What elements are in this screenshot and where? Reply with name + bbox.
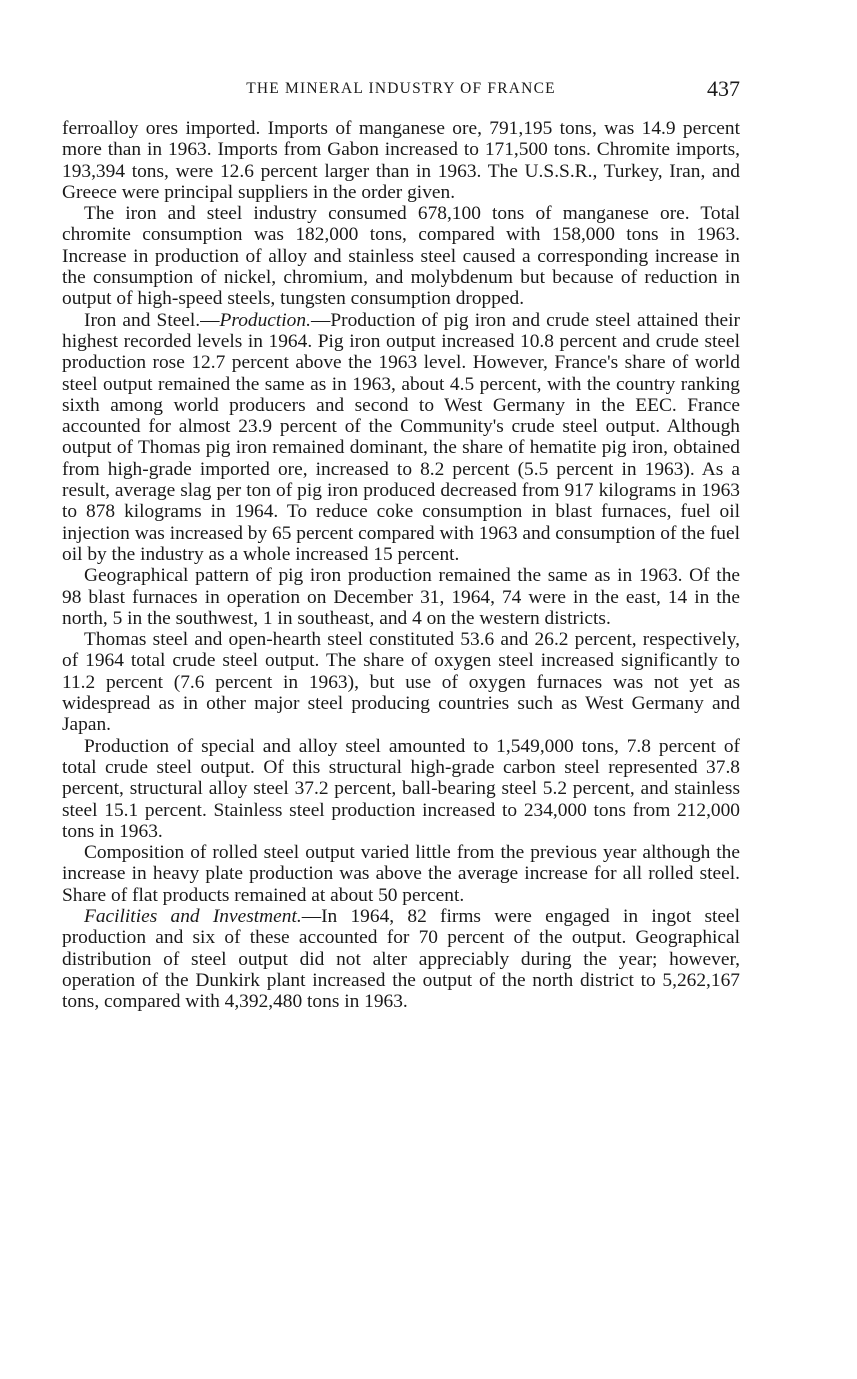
paragraph-text: Geographical pattern of pig iron production remained the same as in 1963. Of the 98 blast furnaces in operation on December 31, 1964, 74 were in the east, 14 in the north, 5 in the southwest, 1 in southeast, and 4 on the western districts. [62,565,740,629]
body-text [62,118,740,1012]
paragraph-special-alloy-steel [62,736,740,842]
paragraph-rolled-steel [62,842,740,906]
paragraph-text: Composition of rolled steel output varied little from the previous year although the increase in heavy plate production was above the average increase for all rolled steel. Share of flat products remained at about 50 percent. [62,842,740,906]
paragraph-facilities-investment [62,906,740,1012]
paragraph-text: —In 1964, 82 firms were engaged in ingot steel production and six of these accounted for 70 percent of the output. Geographical distribution of steel output did not alter appreciably during the year; however, operation of the Dunkirk plant increased the output of the north district to 5,262,167 tons, compared with 4,392,480 tons in 1963. [62,905,741,1013]
paragraph-ferroalloy-imports [62,118,740,203]
running-header [62,76,740,104]
paragraph-text: The iron and steel industry consumed 678,100 tons of manganese ore. Total chromite consumption was 182,000 tons, compared with 158,000 tons in 1963. Increase in production of alloy and stainless steel caused a corresponding increase in the consumption of nickel, chromium, and molybdenum but because of reduction in output of high-speed steels, tungsten consumption dropped. [62,203,740,310]
paragraph-text: Thomas steel and open-hearth steel constituted 53.6 and 26.2 percent, respectively, of 1964 total crude steel output. The share of oxygen steel increased significantly to 11.2 percent (7.6 percent in 1963), but use of oxygen furnaces was not yet as widespread as in other major steel producing countries such as West Germany and Japan. [62,629,740,736]
paragraph-geographical-pattern [62,565,740,629]
section-heading: Iron and Steel.— [84,309,220,331]
paragraph-text: Production of special and alloy steel amounted to 1,549,000 tons, 7.8 percent of total crude steel output. Of this structural high-grade carbon steel represented 37.8 percent, structural alloy steel 37.2 percent, ball-bearing steel 5.2 percent, and stainless steel 15.1 percent. Stainless steel production increased to 234,000 tons from 212,000 tons in 1963. [62,735,740,842]
subsection-heading: Facilities and Investment. [84,905,302,927]
paragraph-thomas-steel [62,629,740,735]
paragraph-text: ferroalloy ores imported. Imports of manganese ore, 791,195 tons, was 14.9 percent more than in 1963. Imports from Gabon increased to 171,500 tons. Chromite imports, 193,394 tons, were 12.6 percent larger than in 1963. The U.S.S.R., Turkey, Iran, and Greece were principal suppliers in the order given. [62,118,740,203]
subsection-heading: Production. [219,309,311,331]
paragraph-consumption [62,203,740,309]
running-title: THE MINERAL INDUSTRY OF FRANCE [246,80,556,97]
paragraph-text: —Production of pig iron and crude steel attained their highest recorded levels in 1964. Pig iron output increased 10.8 percent and crude steel production rose 12.7 percent above the 1963 level. However, France's share of world steel output remained the same as in 1963, about 4.5 percent, with the country ranking sixth among world producers and second to West Germany in the EEC. France accounted for almost 23.9 percent of the Community's crude steel output. Although output of Thomas pig iron remained dominant, the share of hematite pig iron, obtained from high-grade imported ore, increased to 8.2 percent (5.5 percent in 1963). As a result, average slag per ton of pig iron produced decreased from 917 kilograms in 1963 to 878 kilograms in 1964. To reduce coke consumption in blast furnaces, fuel oil injection was increased by 65 percent compared with 1963 and consumption of the fuel oil by the industry as a whole increased 15 percent. [62,309,740,565]
page-number: 437 [707,76,740,101]
paragraph-iron-steel-production [62,310,740,566]
